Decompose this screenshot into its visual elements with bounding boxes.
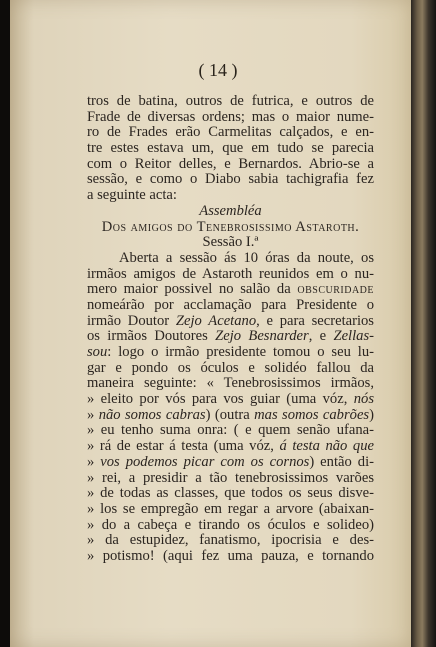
text-span: Zejo Besnarder — [215, 328, 309, 345]
text-span: , e para secretarios — [256, 312, 374, 329]
text-line — [87, 392, 374, 408]
text-span: » de todas as classes, que todos os seus disve- — [87, 485, 374, 502]
text-span: » potismo! (aqui fez uma pauza, e tornando — [87, 547, 374, 564]
text-line — [87, 455, 374, 471]
text-span: com o Reitor delles, e Bernardos. Abrio-se a — [87, 155, 374, 172]
text-span: Zejo Acetano — [175, 312, 257, 329]
text-span: ro de Frades erão Carmelitas calçados, e en- — [87, 124, 374, 141]
text-span: gar e pondo os óculos e solidéo fallou da — [87, 359, 374, 376]
text-span: á testa não que — [279, 438, 374, 455]
page-number: ( 14 ) — [198, 60, 238, 80]
text-span: » los se empregão em regar a arvore (abaixan- — [87, 500, 374, 517]
text-span: obscuridade — [297, 281, 374, 298]
text-span: » da estupidez, fanatismo, ipocrisia e des- — [87, 532, 374, 549]
text-span: » do a cabeça e tirando os óculos e solideo) — [87, 516, 374, 533]
text-span: nomeárão por acclamação para Presidente o — [87, 296, 374, 313]
text-span: sou — [87, 344, 108, 360]
text-span: tros de batina, outros de futrica, e outros de — [87, 93, 374, 109]
text-span: mero maior possivel no salão da — [87, 281, 298, 298]
page-edge — [411, 0, 436, 647]
text-line — [87, 518, 374, 534]
text-line — [87, 408, 374, 424]
text-line — [87, 471, 374, 487]
text-span: tre estes estava um, que em tudo se parecia — [87, 140, 374, 157]
text-span: ) então di- — [309, 453, 374, 470]
body-text — [87, 94, 374, 565]
text-line — [87, 298, 374, 314]
text-span: os irmãos Doutores — [87, 328, 216, 345]
text-line — [87, 157, 374, 173]
text-span: » eleito por vós para vos guiar (uma vóz, — [87, 391, 354, 408]
text-line — [87, 486, 374, 502]
text-span: : logo o irmão presidente tomou o seu lu- — [107, 344, 374, 360]
text-span: » rá de estar á testa (uma vóz, — [87, 438, 280, 455]
text-line — [87, 204, 374, 220]
text-span: Assembléa — [199, 202, 262, 219]
text-span: Dos amigos do Tenebrosissimo Astaroth. — [101, 218, 360, 235]
text-line — [87, 141, 374, 157]
text-line — [87, 439, 374, 455]
text-span: , e — [308, 328, 334, 345]
text-line — [87, 94, 374, 110]
text-line — [87, 361, 374, 377]
text-span: » — [87, 453, 101, 470]
text-span: irmãos amigos de Astaroth reunidos em o nu- — [87, 265, 374, 282]
text-span: » — [87, 406, 99, 423]
text-span: maneira seguinte: « Tenebrosissimos irmãos, — [87, 375, 374, 392]
text-span: a seguinte acta: — [87, 187, 177, 204]
text-line — [87, 549, 374, 565]
text-line — [87, 376, 374, 392]
text-line — [87, 188, 374, 204]
text-span: irmão Doutor — [87, 312, 176, 329]
text-line — [87, 125, 374, 141]
text-line — [87, 282, 374, 298]
text-line — [87, 329, 374, 345]
text-span: vos podemos picar com os cornos — [100, 453, 310, 470]
text-line — [87, 110, 374, 126]
text-span: não somos cabras — [98, 406, 206, 423]
text-span: mas somos cabrões — [254, 406, 370, 423]
text-line — [87, 423, 374, 439]
text-span: Frade de diversas ordens; mas o maior nume- — [87, 108, 374, 125]
text-span: sessão, e como o Diabo sabia tachigrafia fez — [87, 171, 374, 188]
text-line — [87, 220, 374, 236]
text-line — [87, 502, 374, 518]
text-span: Sessão I.ª — [202, 234, 259, 251]
text-line — [87, 235, 374, 251]
text-span: » eu tenho suma onra: ( e quem senão ufana- — [87, 422, 374, 439]
text-span: nós — [353, 391, 374, 408]
text-line — [87, 314, 374, 330]
text-span: ) — [369, 406, 374, 423]
text-span: » rei, a presidir a tão tenebrosissimos varões — [87, 469, 374, 486]
text-line — [87, 172, 374, 188]
text-span: ) (outra — [205, 406, 255, 423]
text-line — [87, 533, 374, 549]
text-span: Zellas- — [333, 328, 374, 345]
text-line — [87, 267, 374, 283]
text-span: Aberta a sessão ás 10 óras da noute, os — [119, 249, 374, 266]
text-line — [87, 345, 374, 361]
text-line — [87, 251, 374, 267]
